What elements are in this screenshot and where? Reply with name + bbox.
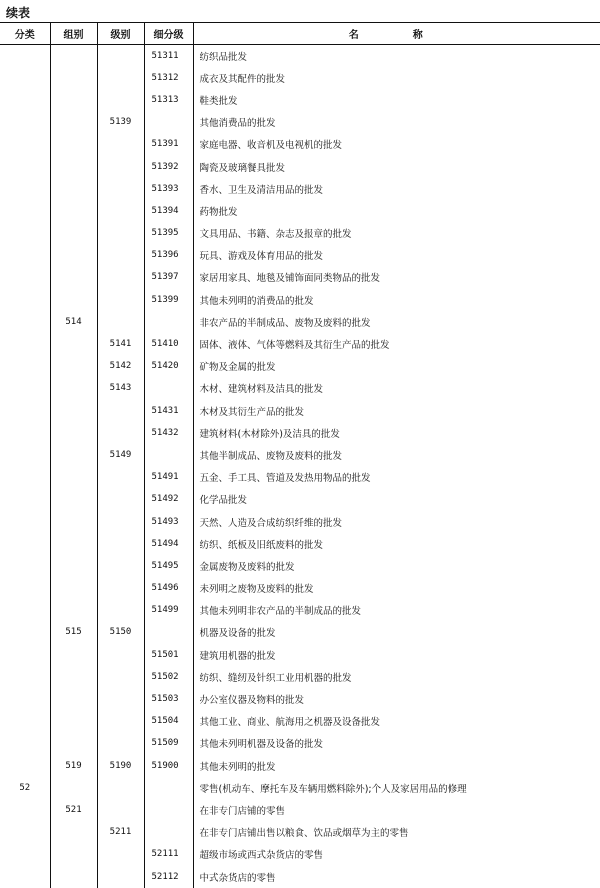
cell-level bbox=[97, 311, 144, 333]
cell-group bbox=[50, 865, 97, 887]
cell-level bbox=[97, 89, 144, 111]
cell-name: 其他未列明非农产品的半制成品的批发 bbox=[193, 599, 600, 621]
cell-category bbox=[0, 222, 50, 244]
cell-level bbox=[97, 865, 144, 887]
cell-group bbox=[50, 244, 97, 266]
cell-name: 木材、建筑材料及洁具的批发 bbox=[193, 377, 600, 399]
table-row bbox=[0, 111, 600, 133]
cell-level bbox=[97, 289, 144, 311]
cell-category bbox=[0, 710, 50, 732]
cell-name: 其他消费品的批发 bbox=[193, 111, 600, 133]
cell-subdivision: 51394 bbox=[144, 200, 193, 222]
cell-level bbox=[97, 488, 144, 510]
cell-group bbox=[50, 178, 97, 200]
table-row bbox=[0, 555, 600, 577]
cell-name: 超级市场或西式杂货店的零售 bbox=[193, 843, 600, 865]
cell-level bbox=[97, 155, 144, 177]
cell-subdivision: 51504 bbox=[144, 710, 193, 732]
cell-subdivision bbox=[144, 821, 193, 843]
table-row bbox=[0, 333, 600, 355]
cell-category bbox=[0, 200, 50, 222]
classification-table bbox=[0, 22, 600, 888]
cell-group bbox=[50, 67, 97, 89]
cell-name: 玩具、游戏及体育用品的批发 bbox=[193, 244, 600, 266]
cell-name: 在非专门店铺出售以粮食、饮品或烟草为主的零售 bbox=[193, 821, 600, 843]
page-title: 续表 bbox=[6, 6, 31, 20]
cell-level: 5143 bbox=[97, 377, 144, 399]
cell-subdivision: 51900 bbox=[144, 755, 193, 777]
cell-name: 其他未列明的批发 bbox=[193, 755, 600, 777]
cell-subdivision bbox=[144, 377, 193, 399]
table-row bbox=[0, 133, 600, 155]
cell-name: 家庭电器、收音机及电视机的批发 bbox=[193, 133, 600, 155]
cell-level: 5142 bbox=[97, 355, 144, 377]
cell-category bbox=[0, 843, 50, 865]
cell-level bbox=[97, 533, 144, 555]
cell-group: 515 bbox=[50, 621, 97, 643]
cell-group bbox=[50, 688, 97, 710]
cell-name: 木材及其衍生产品的批发 bbox=[193, 400, 600, 422]
table-row bbox=[0, 621, 600, 643]
cell-group bbox=[50, 555, 97, 577]
cell-category bbox=[0, 865, 50, 887]
table-row bbox=[0, 710, 600, 732]
cell-subdivision: 51432 bbox=[144, 422, 193, 444]
cell-group bbox=[50, 200, 97, 222]
cell-subdivision: 51397 bbox=[144, 266, 193, 288]
cell-category bbox=[0, 599, 50, 621]
cell-group bbox=[50, 111, 97, 133]
cell-group bbox=[50, 422, 97, 444]
cell-subdivision: 52111 bbox=[144, 843, 193, 865]
table-row bbox=[0, 45, 600, 67]
cell-group bbox=[50, 510, 97, 532]
cell-level: 5139 bbox=[97, 111, 144, 133]
table-row bbox=[0, 732, 600, 754]
cell-group bbox=[50, 133, 97, 155]
cell-group bbox=[50, 599, 97, 621]
cell-group bbox=[50, 644, 97, 666]
cell-group bbox=[50, 155, 97, 177]
cell-level bbox=[97, 178, 144, 200]
cell-level bbox=[97, 710, 144, 732]
cell-subdivision: 51395 bbox=[144, 222, 193, 244]
cell-level bbox=[97, 599, 144, 621]
cell-category bbox=[0, 732, 50, 754]
cell-name: 其他半制成品、废物及废料的批发 bbox=[193, 444, 600, 466]
cell-subdivision: 51501 bbox=[144, 644, 193, 666]
cell-category bbox=[0, 289, 50, 311]
cell-group bbox=[50, 377, 97, 399]
cell-level bbox=[97, 45, 144, 67]
cell-subdivision: 51392 bbox=[144, 155, 193, 177]
cell-group bbox=[50, 333, 97, 355]
cell-group bbox=[50, 45, 97, 67]
cell-level bbox=[97, 688, 144, 710]
cell-category bbox=[0, 67, 50, 89]
cell-category bbox=[0, 755, 50, 777]
cell-level: 5150 bbox=[97, 621, 144, 643]
cell-subdivision: 51410 bbox=[144, 333, 193, 355]
cell-subdivision: 51391 bbox=[144, 133, 193, 155]
cell-name: 纺织品批发 bbox=[193, 45, 600, 67]
cell-level bbox=[97, 222, 144, 244]
table-row bbox=[0, 422, 600, 444]
cell-name: 固体、液体、气体等燃料及其衍生产品的批发 bbox=[193, 333, 600, 355]
cell-group bbox=[50, 666, 97, 688]
cell-subdivision: 51420 bbox=[144, 355, 193, 377]
cell-group bbox=[50, 289, 97, 311]
cell-name: 零售(机动车、摩托车及车辆用燃料除外);个人及家居用品的修理 bbox=[193, 777, 600, 799]
table-row bbox=[0, 178, 600, 200]
cell-level bbox=[97, 577, 144, 599]
cell-group bbox=[50, 732, 97, 754]
cell-subdivision bbox=[144, 311, 193, 333]
cell-level bbox=[97, 400, 144, 422]
cell-name: 机器及设备的批发 bbox=[193, 621, 600, 643]
table-row bbox=[0, 266, 600, 288]
cell-level: 5211 bbox=[97, 821, 144, 843]
cell-category bbox=[0, 644, 50, 666]
cell-category bbox=[0, 133, 50, 155]
cell-level bbox=[97, 777, 144, 799]
cell-category bbox=[0, 799, 50, 821]
cell-category bbox=[0, 178, 50, 200]
cell-name: 天然、人造及合成纺织纤维的批发 bbox=[193, 510, 600, 532]
table-row bbox=[0, 865, 600, 887]
table-row bbox=[0, 821, 600, 843]
cell-name: 金属废物及废料的批发 bbox=[193, 555, 600, 577]
header-row bbox=[0, 23, 600, 45]
table-row bbox=[0, 200, 600, 222]
table-header bbox=[0, 23, 600, 45]
cell-group bbox=[50, 777, 97, 799]
cell-category bbox=[0, 555, 50, 577]
cell-subdivision: 51492 bbox=[144, 488, 193, 510]
table-row bbox=[0, 466, 600, 488]
cell-group bbox=[50, 266, 97, 288]
cell-name: 其他未列明的消费品的批发 bbox=[193, 289, 600, 311]
cell-category bbox=[0, 821, 50, 843]
cell-subdivision: 51396 bbox=[144, 244, 193, 266]
table-row bbox=[0, 799, 600, 821]
cell-name: 建筑用机器的批发 bbox=[193, 644, 600, 666]
table-row bbox=[0, 488, 600, 510]
header-category: 分类 bbox=[0, 23, 50, 45]
cell-group bbox=[50, 89, 97, 111]
cell-level bbox=[97, 555, 144, 577]
table-body bbox=[0, 45, 600, 888]
cell-category bbox=[0, 577, 50, 599]
cell-level bbox=[97, 843, 144, 865]
cell-name: 家居用家具、地毯及铺饰面同类物品的批发 bbox=[193, 266, 600, 288]
cell-group bbox=[50, 400, 97, 422]
table-row bbox=[0, 510, 600, 532]
cell-category bbox=[0, 155, 50, 177]
cell-level bbox=[97, 466, 144, 488]
cell-name: 纺织、纸板及旧纸废料的批发 bbox=[193, 533, 600, 555]
cell-name: 纺织、缝纫及针织工业用机器的批发 bbox=[193, 666, 600, 688]
cell-level bbox=[97, 666, 144, 688]
header-group: 组别 bbox=[50, 23, 97, 45]
cell-level: 5190 bbox=[97, 755, 144, 777]
cell-category bbox=[0, 89, 50, 111]
cell-group: 519 bbox=[50, 755, 97, 777]
cell-level bbox=[97, 133, 144, 155]
cell-category bbox=[0, 244, 50, 266]
cell-level bbox=[97, 244, 144, 266]
cell-category bbox=[0, 621, 50, 643]
cell-category bbox=[0, 422, 50, 444]
cell-group: 521 bbox=[50, 799, 97, 821]
cell-group bbox=[50, 821, 97, 843]
cell-group bbox=[50, 533, 97, 555]
cell-subdivision: 51503 bbox=[144, 688, 193, 710]
cell-category bbox=[0, 333, 50, 355]
table-row bbox=[0, 355, 600, 377]
table-row bbox=[0, 777, 600, 799]
table-row bbox=[0, 244, 600, 266]
cell-name: 五金、手工具、管道及发热用物品的批发 bbox=[193, 466, 600, 488]
cell-name: 中式杂货店的零售 bbox=[193, 865, 600, 887]
cell-level bbox=[97, 644, 144, 666]
cell-subdivision bbox=[144, 621, 193, 643]
cell-level bbox=[97, 799, 144, 821]
cell-subdivision: 51495 bbox=[144, 555, 193, 577]
cell-category bbox=[0, 311, 50, 333]
table-row bbox=[0, 89, 600, 111]
cell-level bbox=[97, 266, 144, 288]
cell-level: 5141 bbox=[97, 333, 144, 355]
table-row bbox=[0, 155, 600, 177]
cell-category bbox=[0, 377, 50, 399]
table-row bbox=[0, 67, 600, 89]
cell-subdivision bbox=[144, 111, 193, 133]
cell-name: 化学品批发 bbox=[193, 488, 600, 510]
cell-group bbox=[50, 577, 97, 599]
cell-group bbox=[50, 222, 97, 244]
cell-category bbox=[0, 266, 50, 288]
cell-group bbox=[50, 466, 97, 488]
cell-subdivision: 51393 bbox=[144, 178, 193, 200]
cell-subdivision: 51431 bbox=[144, 400, 193, 422]
cell-subdivision: 51313 bbox=[144, 89, 193, 111]
cell-level bbox=[97, 67, 144, 89]
cell-name: 未列明之废物及废料的批发 bbox=[193, 577, 600, 599]
cell-subdivision bbox=[144, 799, 193, 821]
cell-category bbox=[0, 688, 50, 710]
cell-group bbox=[50, 355, 97, 377]
cell-name: 非农产品的半制成品、废物及废料的批发 bbox=[193, 311, 600, 333]
cell-subdivision: 51311 bbox=[144, 45, 193, 67]
cell-subdivision: 51494 bbox=[144, 533, 193, 555]
cell-level bbox=[97, 510, 144, 532]
table-row bbox=[0, 599, 600, 621]
cell-group bbox=[50, 843, 97, 865]
cell-subdivision: 52112 bbox=[144, 865, 193, 887]
cell-subdivision: 51493 bbox=[144, 510, 193, 532]
table-row bbox=[0, 688, 600, 710]
cell-name: 成衣及其配件的批发 bbox=[193, 67, 600, 89]
cell-category bbox=[0, 400, 50, 422]
cell-category bbox=[0, 45, 50, 67]
cell-level bbox=[97, 422, 144, 444]
cell-group bbox=[50, 444, 97, 466]
cell-name: 陶瓷及玻璃餐具批发 bbox=[193, 155, 600, 177]
cell-name: 建筑材料(木材除外)及洁具的批发 bbox=[193, 422, 600, 444]
cell-level bbox=[97, 200, 144, 222]
cell-category bbox=[0, 444, 50, 466]
table-row bbox=[0, 400, 600, 422]
cell-name: 香水、卫生及清洁用品的批发 bbox=[193, 178, 600, 200]
cell-subdivision: 51491 bbox=[144, 466, 193, 488]
cell-name: 其他工业、商业、航海用之机器及设备批发 bbox=[193, 710, 600, 732]
table-row bbox=[0, 577, 600, 599]
cell-category bbox=[0, 510, 50, 532]
cell-name: 矿物及金属的批发 bbox=[193, 355, 600, 377]
cell-subdivision: 51509 bbox=[144, 732, 193, 754]
table-row bbox=[0, 843, 600, 865]
cell-subdivision bbox=[144, 777, 193, 799]
cell-name: 办公室仪器及物料的批发 bbox=[193, 688, 600, 710]
table-row bbox=[0, 289, 600, 311]
cell-subdivision: 51499 bbox=[144, 599, 193, 621]
cell-name: 其他未列明机器及设备的批发 bbox=[193, 732, 600, 754]
header-level: 级别 bbox=[97, 23, 144, 45]
table-row bbox=[0, 666, 600, 688]
table-row bbox=[0, 755, 600, 777]
cell-name: 文具用品、书籍、杂志及报章的批发 bbox=[193, 222, 600, 244]
table-row bbox=[0, 222, 600, 244]
cell-category bbox=[0, 355, 50, 377]
cell-subdivision: 51502 bbox=[144, 666, 193, 688]
cell-group bbox=[50, 710, 97, 732]
cell-group bbox=[50, 488, 97, 510]
cell-level: 5149 bbox=[97, 444, 144, 466]
header-name: 名 称 bbox=[193, 23, 600, 45]
cell-category bbox=[0, 111, 50, 133]
cell-subdivision bbox=[144, 444, 193, 466]
cell-category bbox=[0, 466, 50, 488]
cell-category bbox=[0, 488, 50, 510]
cell-category bbox=[0, 533, 50, 555]
cell-category: 52 bbox=[19, 782, 31, 793]
header-subdivision: 细分级 bbox=[144, 23, 193, 45]
cell-subdivision: 51496 bbox=[144, 577, 193, 599]
cell-name: 鞋类批发 bbox=[193, 89, 600, 111]
cell-name: 在非专门店铺的零售 bbox=[193, 799, 600, 821]
cell-subdivision: 51399 bbox=[144, 289, 193, 311]
cell-subdivision: 51312 bbox=[144, 67, 193, 89]
table-row bbox=[0, 444, 600, 466]
table-row bbox=[0, 644, 600, 666]
cell-name: 药物批发 bbox=[193, 200, 600, 222]
cell-category bbox=[0, 666, 50, 688]
cell-group: 514 bbox=[50, 311, 97, 333]
table-row bbox=[0, 311, 600, 333]
cell-level bbox=[97, 732, 144, 754]
table-row bbox=[0, 377, 600, 399]
table-row bbox=[0, 533, 600, 555]
